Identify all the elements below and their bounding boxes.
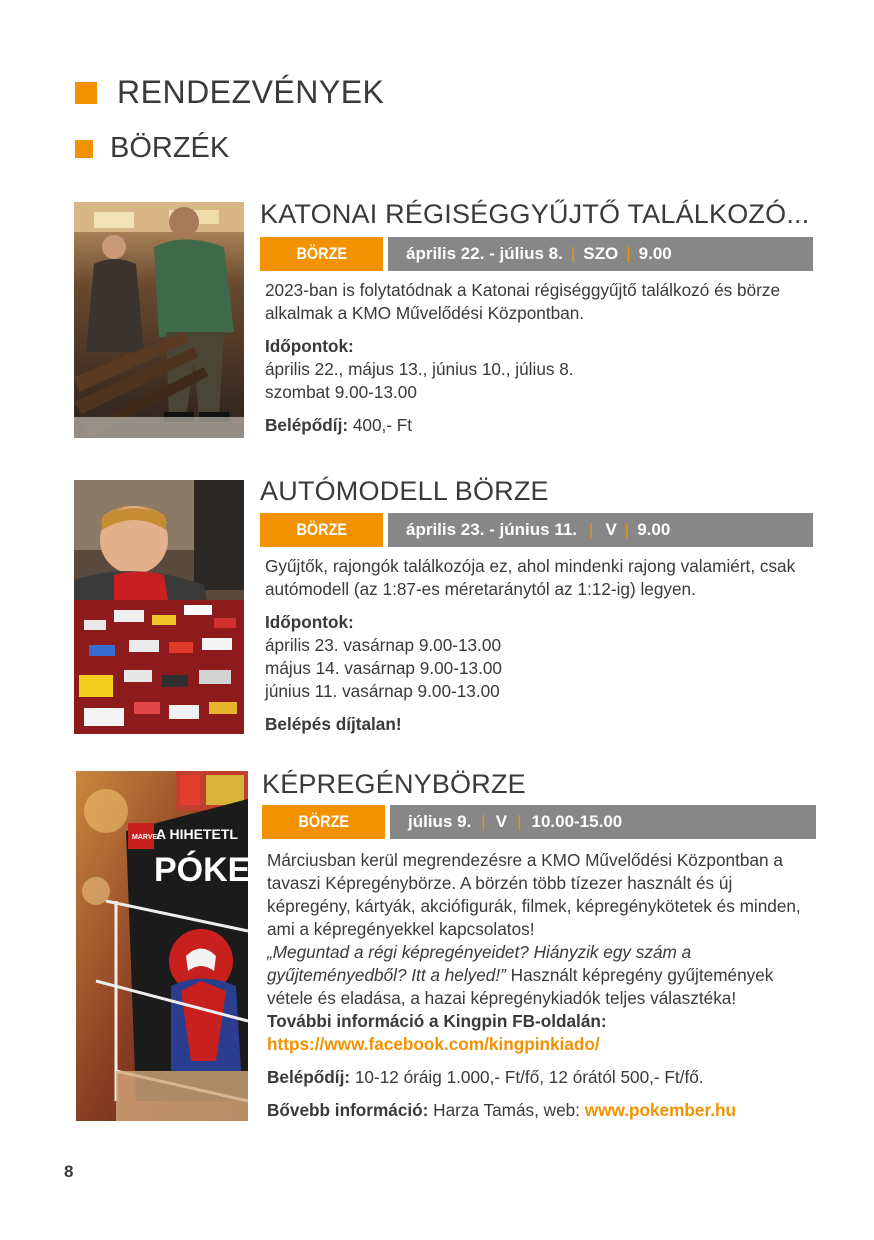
event-body: [265, 279, 813, 437]
more-info-label: További információ a Kingpin FB-oldalán:: [267, 1011, 607, 1031]
event-info-bar: [260, 237, 813, 271]
event-dates: [390, 805, 816, 839]
photo-text-marvel: MARVEL: [132, 834, 162, 841]
fee-line: [265, 414, 813, 437]
schedule-line: április 22., május 13., június 10., július 8.: [265, 359, 574, 379]
schedule-line: április 23. vasárnap 9.00-13.00: [265, 635, 502, 655]
schedule-line: május 14. vasárnap 9.00-13.00: [265, 658, 502, 678]
schedule-line: szombat 9.00-13.00: [265, 382, 417, 402]
event-info-bar: [260, 513, 813, 547]
event-title: KÉPREGÉNYBÖRZE: [262, 769, 526, 799]
page-number: 8: [64, 1162, 74, 1181]
comics-photo: [76, 771, 279, 1121]
event-tag: BÖRZE: [260, 513, 383, 547]
contact-line: [267, 1099, 816, 1122]
fee-line: [267, 1066, 816, 1089]
event-comics: [262, 769, 816, 1122]
event-time: 9.00: [638, 244, 672, 263]
event-day: V: [495, 812, 508, 831]
separator: |: [570, 244, 576, 263]
subsection-heading: [75, 132, 229, 165]
schedule-label: Időpontok:: [265, 612, 354, 632]
event-car-models: [260, 476, 813, 736]
schedule-line: június 11. vasárnap 9.00-13.00: [265, 681, 500, 701]
entry-note: Belépés díjtalan!: [265, 714, 402, 734]
event-dates: [388, 237, 813, 271]
event-quote: „Meguntad a régi képregényeidet? Hiányzik egy szám a gyűjteményedből? Itt a helyed!”: [267, 942, 692, 985]
orange-square-bullet: [75, 82, 97, 104]
fee-value: 400,- Ft: [352, 415, 413, 435]
section-heading: [75, 74, 384, 111]
event-body: [265, 555, 813, 736]
contact-value: Harza Tamás, web:: [433, 1100, 580, 1120]
event-day: V: [605, 520, 617, 539]
military-fair-photo: [74, 202, 244, 438]
date-range: április 23. - június 11.: [406, 520, 578, 539]
event-military-collectors: [260, 199, 813, 437]
photo-text-2: PÓKEM: [154, 851, 279, 889]
fee-label: Belépődíj:: [267, 1067, 351, 1087]
event-title: AUTÓMODELL BÖRZE: [260, 476, 549, 506]
section-title: RENDEZVÉNYEK: [117, 74, 385, 110]
facebook-link[interactable]: https://www.facebook.com/kingpinkiado/: [267, 1034, 600, 1054]
separator: |: [624, 520, 630, 539]
separator: |: [481, 812, 486, 831]
date-range: július 9.: [408, 812, 472, 831]
date-range: április 22. - július 8.: [406, 244, 563, 263]
event-info-bar: [262, 805, 816, 839]
event-time: 9.00: [637, 520, 671, 539]
separator: |: [626, 244, 631, 263]
fee-value: 10-12 óráig 1.000,- Ft/fő, 12 órától 500,- Ft/fő.: [354, 1067, 704, 1087]
event-body: [267, 849, 816, 1122]
schedule-label: Időpontok:: [265, 336, 354, 356]
photo-text-1: A HIHETETL: [156, 826, 238, 842]
fee-label: Belépődíj:: [265, 415, 349, 435]
car-models-photo: [74, 480, 244, 734]
event-tag: BÖRZE: [262, 805, 385, 839]
orange-square-bullet: [75, 140, 93, 158]
separator: |: [517, 812, 522, 831]
event-quote-paragraph: [267, 941, 816, 1010]
separator: |: [589, 520, 594, 539]
contact-label: Bővebb információ:: [267, 1100, 429, 1120]
event-time: 10.00-15.00: [531, 812, 623, 831]
event-title: KATONAI RÉGISÉGGYŰJTŐ TALÁLKOZÓ...: [260, 199, 810, 229]
subsection-title: BÖRZÉK: [110, 132, 230, 164]
website-link[interactable]: www.pokember.hu: [584, 1100, 736, 1120]
event-tag: BÖRZE: [260, 237, 383, 271]
event-description: Márciusban kerül megrendezésre a KMO Művelődési Központban a tavaszi Képregénybörze. A börzén több tízezer használt és új képregény, kártyák, akciófigurák, filmek, képregénykötetek és minden, ami a képregényekkel kapcsolatos!: [267, 850, 801, 939]
event-description-2: Használt képregény gyűjtemények vétele és eladása, a hazai képregénykiadók teljes választéka!: [267, 965, 774, 1008]
event-description: Gyűjtők, rajongók találkozója ez, ahol mindenki rajong valamiért, csak autómodell (az 1:87-es méretaránytól az 1:12-ig) legyen.: [265, 556, 796, 599]
event-day: SZO: [583, 244, 619, 263]
event-description: 2023-ban is folytatódnak a Katonai régiséggyűjtő találkozó és börze alkalmak a KMO Művelődési Központban.: [265, 280, 781, 323]
event-dates: [388, 513, 813, 547]
